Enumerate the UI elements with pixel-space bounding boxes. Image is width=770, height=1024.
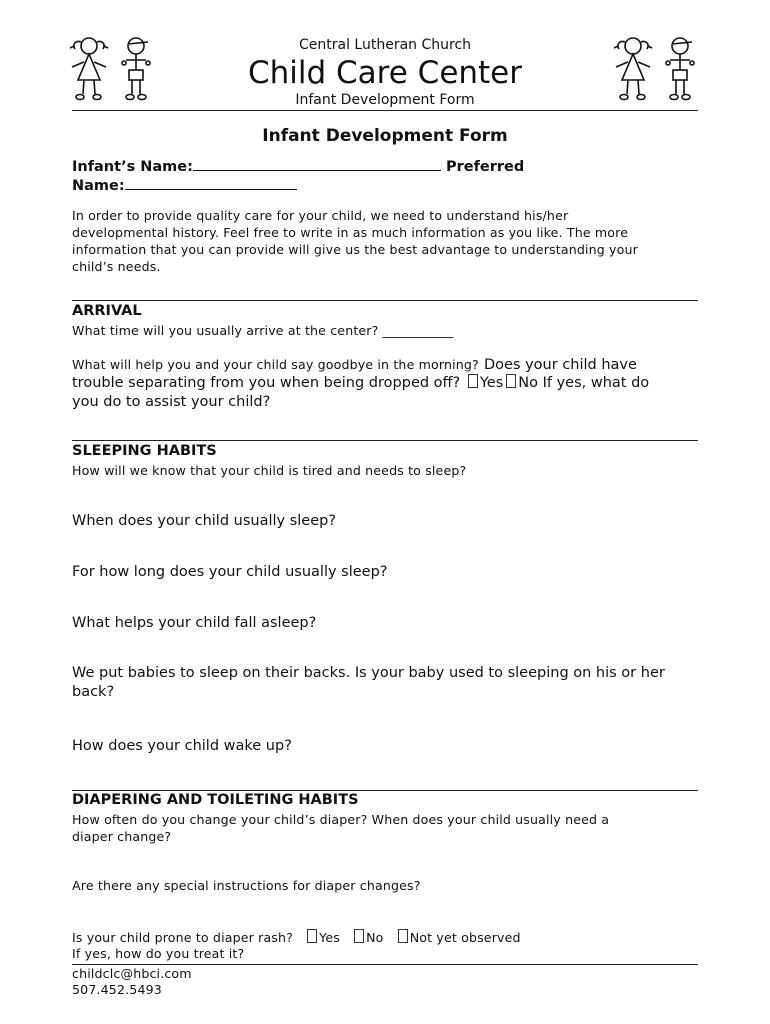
diapering-heading: DIAPERING AND TOILETING HABITS [72, 792, 359, 808]
arrival-time-question: What time will you usually arrive at the center? ___________ [72, 323, 454, 338]
separation-question-text: trouble separating from you when being dropped off? [72, 375, 461, 391]
church-name: Central Lutheran Church [298, 37, 472, 53]
no-checkbox[interactable] [506, 374, 516, 388]
tired-question: How will we know that your child is tired and needs to sleep? [72, 463, 467, 478]
infant-name-field[interactable] [193, 169, 441, 171]
intro-line: information that you can provide will give us the best advantage to understanding your [72, 242, 638, 257]
sleeping-heading: SLEEPING HABITS [72, 443, 217, 459]
intro-line: child’s needs. [72, 259, 161, 274]
preferred-name-label: Name: [72, 178, 125, 194]
preferred-name-field[interactable] [125, 188, 297, 190]
wake-up-question: How does your child wake up? [72, 738, 292, 754]
rash-no-label: No [366, 930, 384, 945]
back-sleeping-question [72, 664, 712, 702]
preferred-name-row [72, 178, 297, 194]
no-label: No [518, 375, 538, 391]
sleep-time-question: When does your child usually sleep? [72, 513, 337, 529]
back-sleeping-line: We put babies to sleep on their backs. Is your baby used to sleeping on his or her [72, 665, 665, 681]
diaper-rash-question [72, 929, 521, 946]
fall-asleep-question: What helps your child fall asleep? [72, 615, 317, 631]
page-title: Infant Development Form [262, 126, 508, 146]
rash-not-observed-checkbox[interactable] [398, 929, 408, 943]
sleep-duration-question: For how long does your child usually sleep? [72, 564, 388, 580]
rash-treatment-question: If yes, how do you treat it? [72, 946, 245, 961]
diaper-instructions-question: Are there any special instructions for diaper changes? [72, 878, 421, 893]
diaper-change-question [72, 811, 712, 845]
footer-divider [72, 964, 698, 965]
back-sleeping-line: back? [72, 684, 115, 700]
yes-checkbox[interactable] [468, 374, 478, 388]
header-subtitle: Infant Development Form [295, 92, 475, 108]
footer-contact [72, 966, 192, 998]
separation-question [72, 374, 649, 393]
preferred-label: Preferred [445, 159, 525, 175]
footer-phone: 507.452.5493 [72, 982, 162, 997]
footer-email[interactable]: childclc@hbci.com [72, 966, 192, 981]
header-divider [72, 110, 698, 111]
yes-label: Yes [479, 375, 504, 391]
diaper-change-line: How often do you change your child’s diaper? When does your child usually need a [72, 812, 610, 827]
infant-name-row [72, 159, 524, 175]
assist-question: you do to assist your child? [72, 394, 271, 410]
infant-name-label: Infant’s Name: [72, 159, 193, 175]
section-divider [72, 300, 698, 301]
goodbye-question [72, 354, 712, 375]
section-divider [72, 440, 698, 441]
rash-no-checkbox[interactable] [354, 929, 364, 943]
separation-followup: If yes, what do [542, 375, 650, 391]
diaper-change-line: diaper change? [72, 829, 172, 844]
rash-yes-label: Yes [319, 930, 340, 945]
rash-yes-checkbox[interactable] [307, 929, 317, 943]
intro-line: developmental history. Feel free to write in as much information as you like. The more [72, 225, 629, 240]
section-divider [72, 790, 698, 791]
intro-paragraph [72, 207, 712, 275]
arrival-heading: ARRIVAL [72, 303, 142, 319]
rash-not-observed-label: Not yet observed [409, 930, 521, 945]
goodbye-question-small: What will help you and your child say goodbye in the morning? [72, 357, 479, 372]
intro-line: In order to provide quality care for your child, we need to understand his/her [72, 208, 569, 223]
diaper-rash-text: Is your child prone to diaper rash? [72, 930, 293, 945]
goodbye-question-rest: Does your child have [483, 357, 637, 373]
center-name: Child Care Center [247, 55, 523, 91]
